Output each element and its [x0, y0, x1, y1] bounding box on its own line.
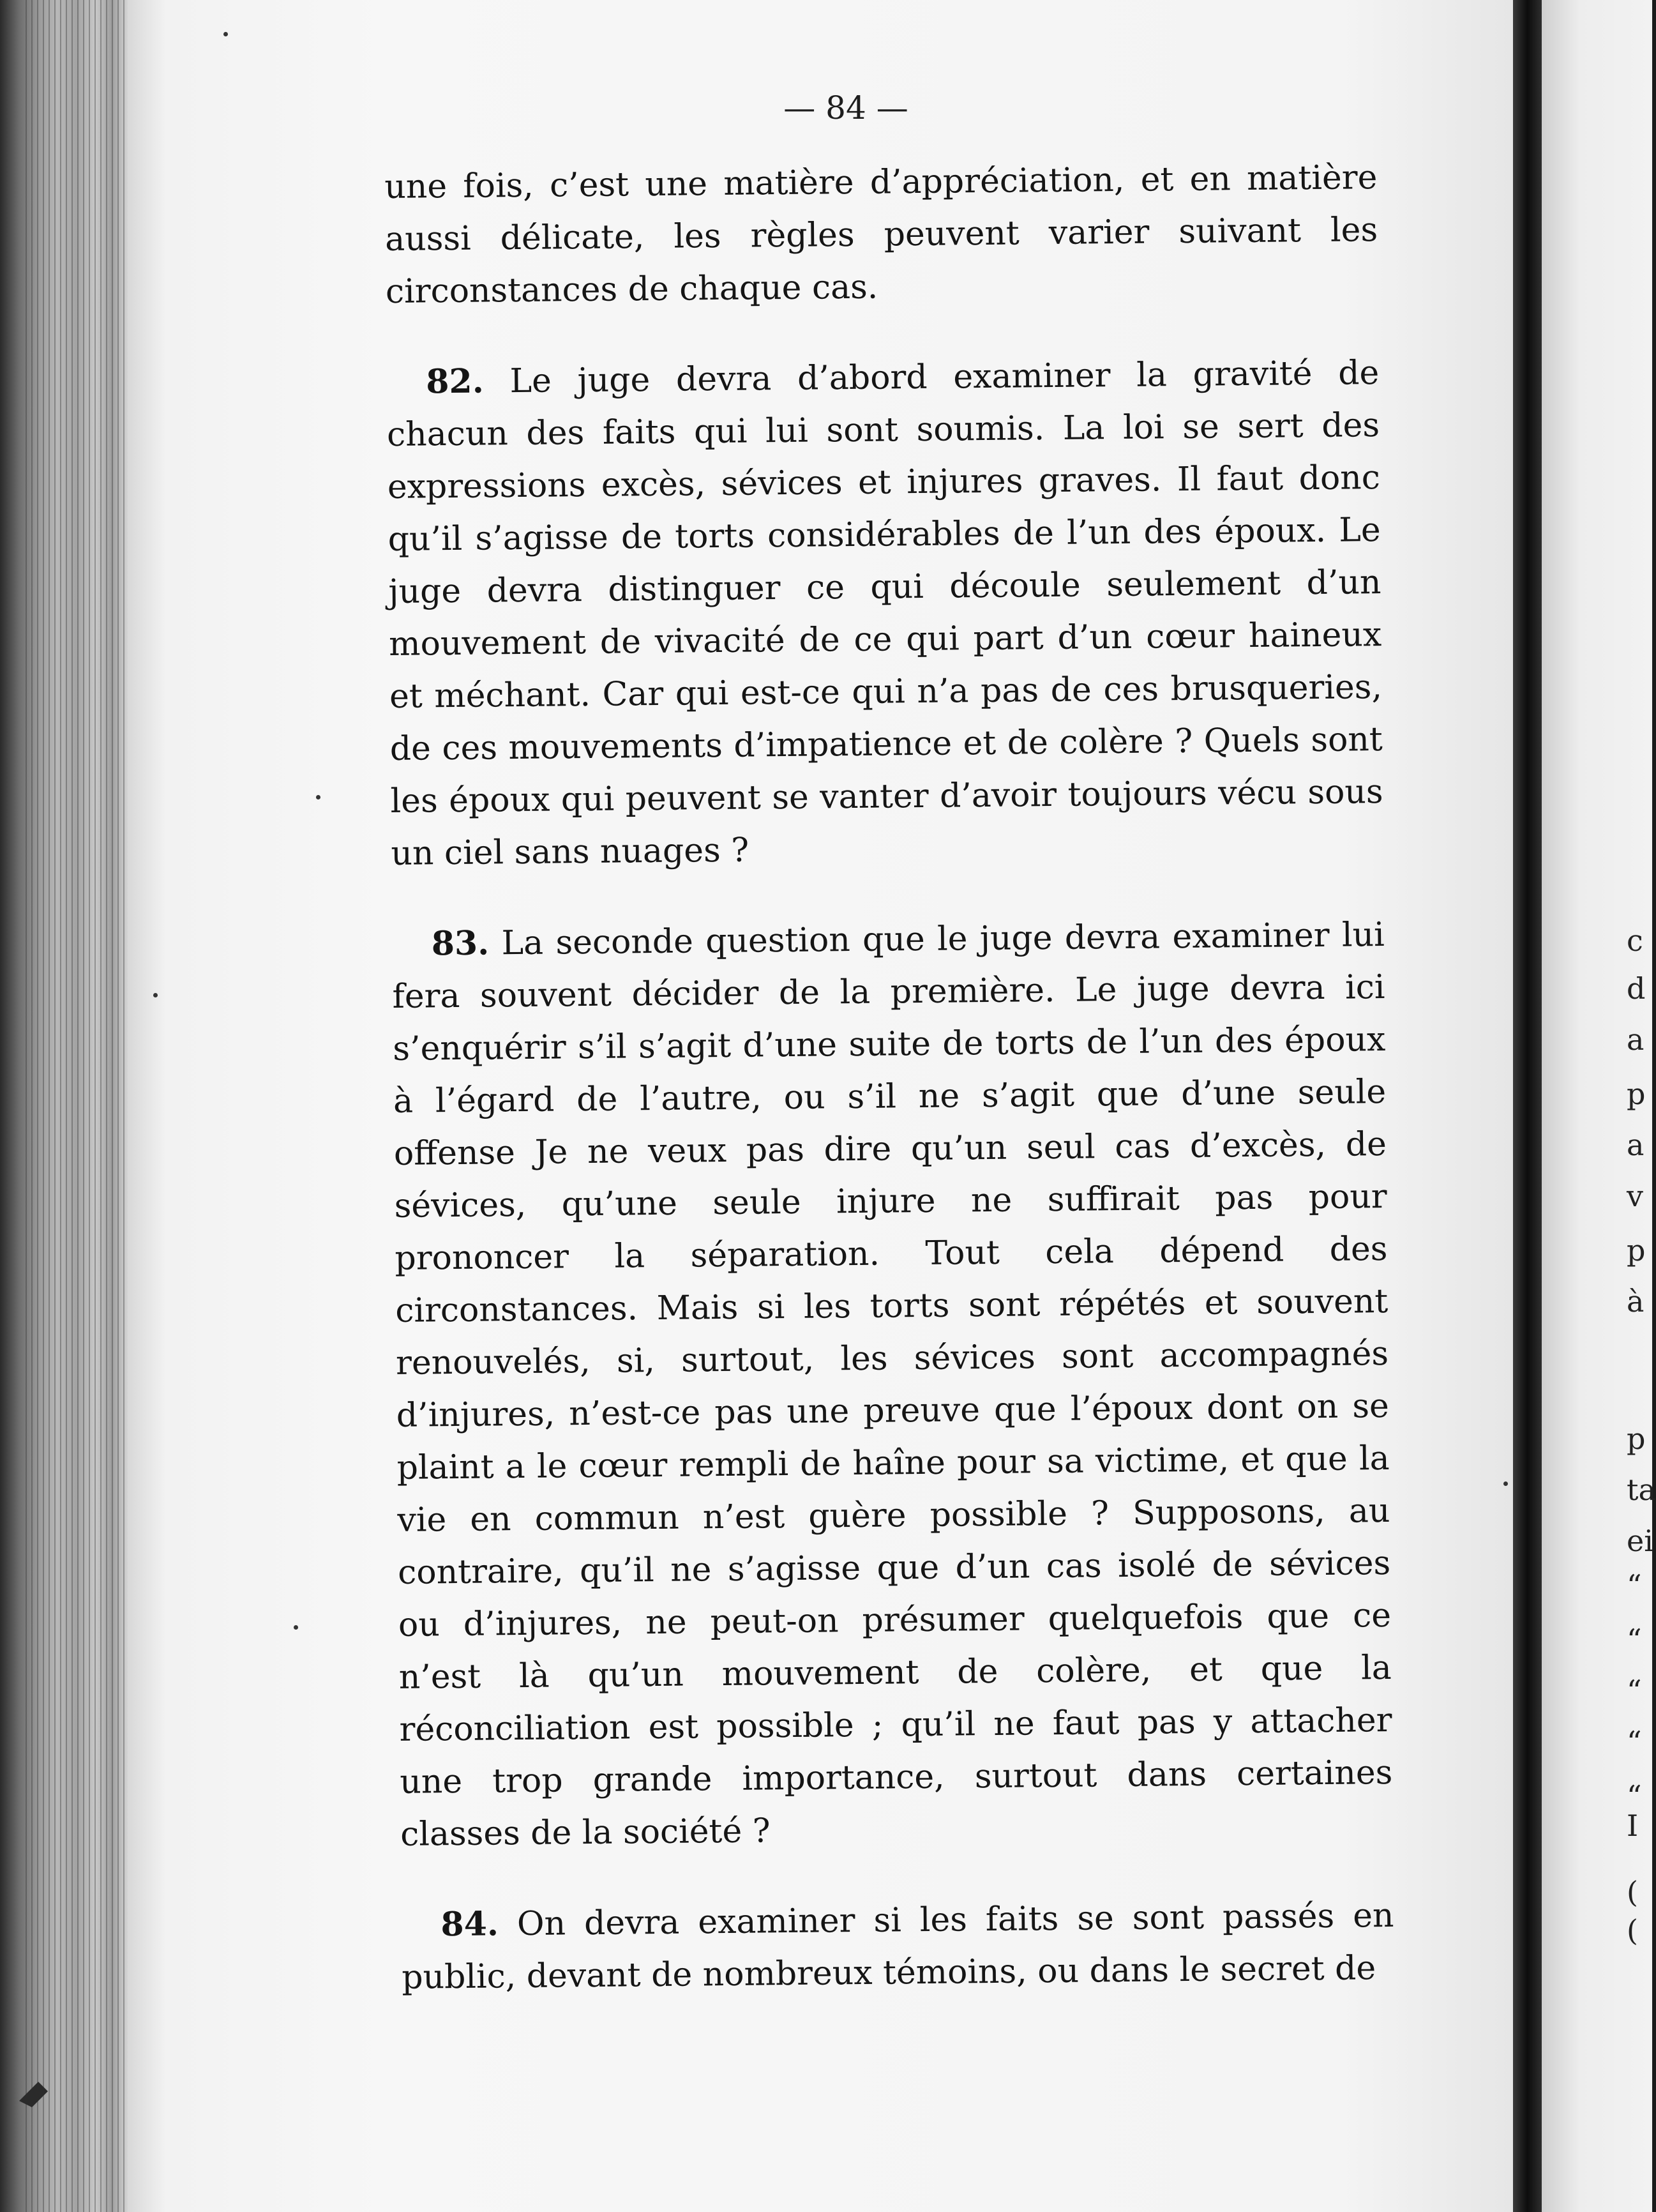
facing-page-fragment: c: [1627, 923, 1643, 958]
facing-page-fragment: ta: [1627, 1473, 1656, 1507]
paragraph-text: On devra examiner si les faits se sont passés en public, devant de nombreux témoins, ou dans le secret de: [402, 1896, 1394, 1997]
torn-corner-mark: [13, 2043, 83, 2114]
paper-speck: [294, 1625, 298, 1630]
paragraph-continuation: [384, 151, 1378, 318]
paragraph-83: [391, 909, 1393, 1861]
paragraph-82: [386, 347, 1384, 880]
book-gutter: [1513, 0, 1542, 2212]
page-number: — 84 —: [783, 89, 908, 126]
paragraph-text: une fois, c’est une matière d’appréciation, et en matière aussi délicate, les règles peuvent varier suivant les circonstances de chaque cas.: [384, 158, 1378, 311]
facing-page-fragment: “: [1627, 1623, 1642, 1657]
facing-page-fragment: p: [1627, 1077, 1646, 1111]
paragraph-text: La seconde question que le juge devra examiner lui fera souvent décider de la première. Le juge devra ici s’enquérir s’il s’agit d’une suite de torts de l’un des époux à l’égard de l’autre, ou s’il ne s’agit que d’une seule offense Je ne veux pas dire qu’un seul cas d’excès, de sévices, qu’une seule injure ne suffirait pas pour prononcer la séparation. Tout cela dépend des circonstances. Mais si les torts sont répétés et souvent renouvelés, si, surtout, les sévices sont accompagnés d’injures, n’est-ce pas une preuve que l’époux dont on se plaint a le cœur rempli de haîne pour sa victime, et que la vie en commun n’est guère possible ? Supposons, au contraire, qu’il ne s’agisse que d’un cas isolé de sévices ou d’injures, ne peut-on présumer quelquefois que ce n’est là qu’un mouvement de colère, et que la réconciliation est possible ; qu’il ne faut pas y attacher une trop grande importance, surtout dans certaines classes de la société ?: [392, 916, 1393, 1854]
paper-speck: [153, 993, 158, 997]
page-edges: [26, 0, 134, 2212]
paragraph-number: 83.: [431, 923, 490, 964]
facing-page-fragment: (: [1627, 1913, 1638, 1948]
paragraph-number: 84.: [440, 1904, 499, 1944]
facing-page-fragment: v: [1627, 1179, 1643, 1213]
facing-page-fragment: p: [1627, 1421, 1646, 1456]
facing-page-fragment: “: [1627, 1568, 1642, 1603]
facing-page-fragment: p: [1627, 1233, 1646, 1268]
facing-page-fragment: ei: [1627, 1524, 1653, 1558]
facing-page-fragment: “: [1627, 1725, 1642, 1759]
paragraph-text: Le juge devra d’abord examiner la gravité de chacun des faits qui lui sont soumis. La loi se sert des expressions excès, sévices et injures graves. Il faut donc qu’il s’agisse de torts considérables de l’un des époux. Le juge devra distinguer ce qui découle seulement d’un mouvement de vivacité de ce qui part d’un cœur haineux et méchant. Car qui est-ce qui n’a pas de ces brusqueries, de ces mouvements d’impatience et de colère ? Quels sont les époux qui peuvent se vanter d’avoir toujours vécu sous un ciel sans nuages ?: [386, 354, 1383, 873]
facing-page-fragment: à: [1627, 1284, 1645, 1319]
facing-page-fragment: “ I: [1627, 1779, 1642, 1843]
facing-page-fragment: “: [1627, 1674, 1642, 1708]
facing-page-fragment: d: [1627, 971, 1646, 1006]
paragraph-number: 82.: [426, 361, 485, 402]
paragraph-84: [401, 1890, 1395, 2004]
page-body-text: [384, 151, 1395, 2004]
facing-page-fragment: a: [1627, 1022, 1645, 1057]
facing-page-fragment: a: [1627, 1128, 1645, 1162]
paper-speck: [1503, 1481, 1508, 1486]
paper-speck: [223, 32, 228, 36]
paper-speck: [316, 795, 320, 799]
facing-page-fragment: (: [1627, 1875, 1638, 1909]
